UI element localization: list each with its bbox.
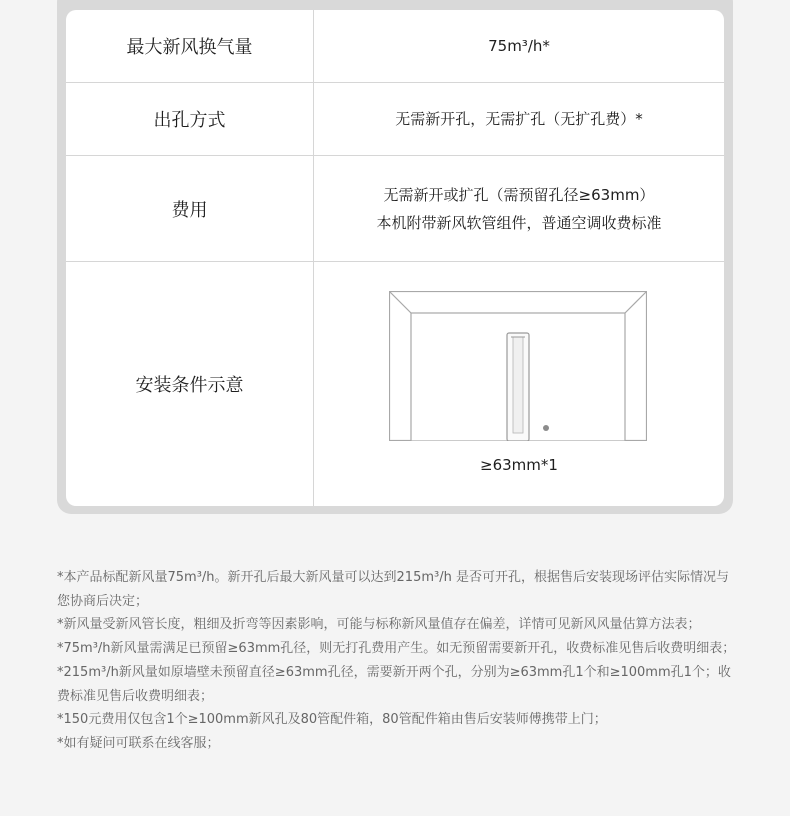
row-label: 安装条件示意 — [135, 375, 244, 396]
footnotes — [57, 566, 737, 756]
row-value-line: 无需新开或扩孔（需预留孔径≥63mm） — [383, 185, 655, 204]
footnote: *75m³/h新风量需满足已预留≥63mm孔径，则无打孔费用产生。如无预留需要新开孔，收费标准见售后收费明细表； — [57, 641, 736, 657]
footnote: *如有疑问可联系在线客服； — [57, 735, 220, 751]
footnote: *215m³/h新风量如原墙壁未预留直径≥63mm孔径，需要新开两个孔，分别为≥63mm孔1个和≥100mm孔1个；收费标准见售后收费明细表； — [57, 664, 731, 704]
wall-hole-icon — [543, 425, 549, 431]
table-row-cost — [66, 156, 724, 262]
illustration-caption: ≥63mm*1 — [480, 456, 558, 474]
footnote: *本产品标配新风量75m³/h。新开孔后最大新风量可以达到215m³/h 是否可开孔，根据售后安装现场评估实际情况与您协商后决定； — [57, 570, 729, 609]
row-label: 最大新风换气量 — [126, 37, 253, 58]
table-row-airflow — [66, 10, 724, 83]
spec-table — [66, 10, 724, 506]
table-row-hole-method — [66, 83, 724, 156]
row-value — [314, 10, 724, 82]
footnote: *新风量受新风管长度，粗细及折弯等因素影响，可能与标称新风量值存在偏差，详情可见新风风量估算方法表； — [57, 617, 701, 633]
air-conditioner-unit — [507, 333, 529, 441]
table-row-install-diagram — [66, 262, 724, 506]
footnote: *150元费用仅包含1个≥100mm新风孔及80管配件箱，80管配件箱由售后安装师傅携带上门； — [57, 712, 607, 728]
row-label: 费用 — [171, 199, 208, 221]
row-value-line: 75m³/h* — [488, 37, 550, 55]
row-value — [314, 156, 724, 261]
row-value-line: 无需新开孔，无需扩孔（无扩孔费）* — [395, 110, 643, 128]
row-label: 出孔方式 — [153, 110, 226, 131]
row-value — [314, 83, 724, 155]
row-value-line: 本机附带新风软管组件，普通空调收费标准 — [376, 213, 662, 232]
room-illustration — [389, 291, 647, 441]
